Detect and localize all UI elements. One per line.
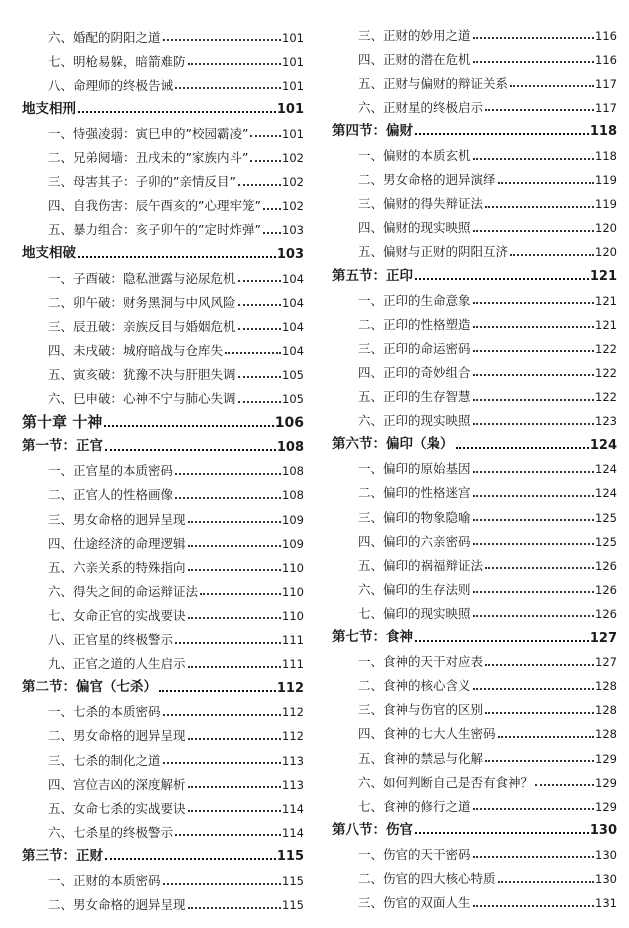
toc-page-number: 130: [595, 847, 617, 862]
toc-page-number: 128: [595, 679, 617, 694]
dot-leader: [473, 905, 595, 907]
toc-entry[interactable]: [332, 189, 617, 211]
toc-entry-title: 第四节：偏财: [332, 122, 413, 139]
toc-entry-title: 三、偏印的物象隐喻: [358, 509, 471, 525]
toc-entry-title: 六、正财星的终极启示: [358, 99, 484, 115]
toc-entry[interactable]: [22, 70, 304, 92]
toc-entry-title: 第一节：正官: [22, 438, 103, 455]
toc-page-number: 105: [282, 392, 304, 406]
toc-entry[interactable]: [332, 719, 617, 741]
dot-leader: [473, 688, 595, 690]
dot-leader: [188, 666, 282, 668]
toc-entry-title: 四、正财的潜在危机: [358, 51, 471, 67]
toc-entry-title: 六、正印的现实映照: [358, 413, 471, 429]
toc-page-number: 101: [282, 30, 304, 45]
toc-entry-title: 五、正财与偏财的辩证关系: [358, 75, 509, 91]
toc-entry[interactable]: [22, 793, 304, 815]
dot-leader: [105, 449, 276, 451]
toc-entry-title: 二、男女命格的迥异演绎: [358, 172, 496, 188]
toc-entry[interactable]: [22, 504, 304, 526]
toc-page-number: 108: [276, 439, 304, 455]
toc-page-number: 109: [282, 536, 304, 551]
toc-entry[interactable]: [22, 456, 304, 478]
toc-entry-title: 六、巳申破：心神不宁与肺心失调: [48, 391, 236, 406]
toc-page-number: 128: [595, 727, 617, 742]
dot-leader: [188, 810, 282, 812]
toc-entry-title: 五、偏印的祸福辩证法: [358, 557, 484, 573]
dot-leader: [456, 447, 589, 449]
toc-entry[interactable]: [22, 263, 304, 285]
toc-page-number: 119: [595, 173, 617, 188]
toc-entry-title: 二、正印的性格塑造: [358, 316, 471, 332]
toc-page-number: 126: [595, 606, 617, 621]
toc-page-number: 121: [595, 317, 617, 332]
toc-page-number: 125: [595, 510, 617, 525]
toc-page-number: 130: [595, 872, 617, 886]
dot-leader: [238, 328, 282, 330]
toc-entry[interactable]: [332, 141, 617, 163]
toc-page-number: 124: [595, 486, 617, 501]
dot-leader: [473, 495, 595, 497]
toc-entry[interactable]: [22, 22, 304, 44]
toc-entry-title: 六、婚配的阴阳之道: [48, 29, 161, 45]
dot-leader: [163, 883, 282, 885]
toc-entry-title: 六、得失之间的命运辩证法: [48, 583, 199, 599]
toc-page-number: 104: [282, 343, 304, 358]
toc-page-number: 129: [595, 751, 617, 766]
toc-entry[interactable]: [22, 215, 304, 237]
toc-entry-title: 第二节：偏官（七杀）: [22, 679, 157, 696]
toc-entry-title: 二、兄弟阋墙：丑戌未的”家族内斗”: [48, 150, 249, 165]
dot-leader: [188, 617, 282, 619]
toc-entry-title: 一、正官星的本质密码: [48, 463, 174, 479]
toc-entry-title: 四、偏印的六亲密码: [358, 533, 471, 549]
toc-page-number: 129: [595, 775, 617, 790]
dot-leader: [473, 37, 595, 39]
toc-page-number: 112: [276, 680, 304, 696]
dot-leader: [473, 808, 595, 810]
toc-entry-title: 第三节：正财: [22, 847, 103, 864]
toc-page-number: 116: [595, 28, 617, 43]
toc-entry[interactable]: [332, 382, 617, 404]
dot-leader: [250, 135, 281, 137]
dot-leader: [485, 109, 594, 111]
toc-entry[interactable]: [332, 92, 617, 114]
toc-page-number: 114: [282, 801, 304, 816]
toc-entry[interactable]: [332, 478, 617, 500]
toc-entry[interactable]: [332, 791, 617, 813]
toc-entry[interactable]: [22, 480, 304, 502]
toc-entry[interactable]: [22, 890, 304, 912]
toc-entry[interactable]: [332, 526, 617, 548]
toc-page-number: 111: [282, 657, 304, 672]
dot-leader: [250, 160, 281, 162]
dot-leader: [188, 738, 282, 740]
toc-entry-title: 三、正印的命运密码: [358, 340, 471, 356]
toc-page-number: 127: [595, 655, 617, 670]
toc-entry[interactable]: [332, 165, 617, 187]
toc-entry-title: 六、七杀星的终极警示: [48, 824, 174, 840]
toc-entry-title: 五、女命七杀的实战要诀: [48, 800, 186, 816]
toc-entry-title: 三、伤官的双面人生: [358, 895, 471, 911]
toc-page-number: 119: [595, 197, 617, 212]
dot-leader: [104, 425, 274, 427]
toc-entry[interactable]: [332, 333, 617, 355]
dot-leader: [238, 401, 282, 403]
toc-entry-title: 地支相破: [22, 245, 76, 262]
toc-entry[interactable]: [22, 191, 304, 213]
toc-entry[interactable]: [22, 118, 304, 140]
dot-leader: [188, 907, 282, 909]
toc-entry-title: 二、食神的核心含义: [358, 678, 471, 694]
toc-entry[interactable]: [22, 287, 304, 309]
dot-leader: [473, 423, 595, 425]
toc-page-number: 124: [589, 437, 617, 453]
dot-leader: [485, 206, 594, 208]
toc-entry-title: 一、偏印的原始基因: [358, 461, 471, 477]
toc-entry-title: 一、七杀的本质密码: [48, 704, 161, 720]
toc-page-number: 110: [282, 560, 304, 575]
dot-leader: [473, 158, 595, 160]
toc-section-heading[interactable]: [22, 841, 304, 863]
toc-page-number: 109: [282, 512, 304, 527]
dot-leader: [473, 519, 595, 521]
dot-leader: [225, 352, 281, 354]
toc-entry[interactable]: [22, 721, 304, 743]
dot-leader: [238, 184, 281, 186]
toc-page-number: 128: [595, 703, 617, 718]
toc-page-number: 103: [276, 246, 304, 262]
toc-page-number: 115: [282, 874, 304, 888]
toc-entry-title: 一、恃强凌弱：寅巳申的”校园霸凌”: [48, 125, 249, 141]
toc-entry[interactable]: [332, 888, 617, 910]
dot-leader: [473, 856, 595, 858]
dot-leader: [415, 640, 589, 642]
toc-entry-title: 第五节：正印: [332, 267, 413, 284]
toc-entry[interactable]: [22, 745, 304, 767]
toc-section-heading[interactable]: [332, 623, 617, 645]
toc-page-number: 113: [282, 777, 304, 792]
dot-leader: [415, 832, 589, 834]
toc-entry-title: 二、男女命格的迥异呈现: [48, 728, 186, 744]
toc-page-number: 122: [595, 390, 617, 404]
toc-entry-title: 七、偏印的现实映照: [358, 605, 471, 621]
toc-page-number: 122: [595, 365, 617, 380]
dot-leader: [498, 736, 595, 738]
dot-leader: [473, 471, 595, 473]
dot-leader: [473, 230, 595, 232]
dot-leader: [163, 762, 282, 764]
dot-leader: [498, 881, 595, 883]
toc-entry-title: 四、仕途经济的命理逻辑: [48, 535, 186, 551]
toc-entry[interactable]: [332, 285, 617, 307]
toc-section-heading[interactable]: [22, 94, 304, 116]
toc-page-number: 126: [595, 558, 617, 573]
toc-entry[interactable]: [332, 357, 617, 379]
toc-entry-title: 八、命理师的终极告诫: [48, 77, 174, 93]
toc-entry-title: 二、伤官的四大核心特质: [358, 871, 496, 886]
toc-entry-title: 三、七杀的制化之道: [48, 752, 161, 768]
toc-entry-title: 五、六亲关系的特殊指向: [48, 559, 186, 575]
toc-entry-title: 五、暴力组合：亥子卯午的”定时炸弹”: [48, 222, 261, 238]
toc-page-number: 123: [595, 414, 617, 429]
toc-entry-title: 一、正印的生命意象: [358, 292, 471, 308]
toc-entry-title: 四、自我伤害：辰午酉亥的”心理牢笼”: [48, 198, 261, 214]
toc-entry[interactable]: [332, 839, 617, 861]
toc-page-number: 101: [282, 54, 304, 69]
toc-entry-title: 第七节：食神: [332, 629, 413, 645]
toc-page-number: 108: [282, 488, 304, 503]
dot-leader: [238, 376, 282, 378]
toc-entry-title: 二、偏印的性格迷宫: [358, 485, 471, 501]
dot-leader: [473, 61, 595, 63]
toc-entry-title: 第六节：偏印（枭）: [332, 436, 454, 453]
toc-section-heading[interactable]: [22, 239, 304, 261]
toc-page-number: 120: [595, 221, 617, 236]
dot-leader: [163, 39, 282, 41]
dot-leader: [485, 664, 594, 666]
dot-leader: [175, 834, 281, 836]
toc-section-heading[interactable]: [332, 430, 617, 452]
toc-page-number: 118: [595, 149, 617, 163]
toc-page-number: 129: [595, 799, 617, 814]
toc-page-number: 120: [595, 245, 617, 260]
toc-entry[interactable]: [332, 44, 617, 66]
toc-entry[interactable]: [22, 649, 304, 671]
dot-leader: [188, 545, 282, 547]
toc-section-heading[interactable]: [22, 432, 304, 454]
dot-leader: [200, 593, 281, 595]
toc-page-number: 115: [276, 849, 304, 865]
toc-entry-title: 四、宫位吉凶的深度解析: [48, 776, 186, 792]
toc-section-heading[interactable]: [332, 815, 617, 837]
dot-leader: [188, 786, 282, 788]
toc-entry-title: 五、食神的禁忌与化解: [358, 750, 484, 766]
dot-leader: [238, 280, 282, 282]
toc-page-number: 110: [282, 584, 304, 599]
toc-entry-title: 第十章 十神: [22, 412, 103, 431]
toc-entry-title: 一、食神的天干对应表: [358, 654, 484, 670]
toc-section-heading[interactable]: [22, 673, 304, 695]
dot-leader: [473, 615, 595, 617]
toc-entry-title: 一、伤官的天干密码: [358, 846, 471, 862]
toc-entry-title: 三、辰丑破：亲族反目与婚姻危机: [48, 318, 236, 334]
toc-page-number: 124: [595, 462, 617, 477]
toc-entry[interactable]: [22, 167, 304, 189]
toc-page-number: 112: [282, 705, 304, 720]
toc-chapter-heading[interactable]: [22, 408, 304, 430]
toc-entry-title: 第八节：伤官: [332, 821, 413, 838]
toc-page-number: 127: [589, 630, 617, 646]
toc-entry[interactable]: [22, 143, 304, 165]
dot-leader: [510, 85, 594, 87]
dot-leader: [159, 690, 276, 692]
toc-page-number: 108: [282, 464, 304, 479]
dot-leader: [175, 473, 281, 475]
dot-leader: [473, 374, 595, 376]
toc-entry[interactable]: [332, 502, 617, 524]
toc-entry-title: 三、男女命格的迥异呈现: [48, 511, 186, 527]
toc-page-number: 104: [282, 295, 304, 310]
toc-page-number: 117: [595, 100, 617, 115]
toc-entry-title: 四、正印的奇妙组合: [358, 364, 471, 380]
toc-entry-title: 一、子酉破：隐私泄露与泌尿危机: [48, 270, 236, 286]
toc-entry[interactable]: [22, 46, 304, 68]
dot-leader: [175, 497, 281, 499]
toc-entry[interactable]: [332, 671, 617, 693]
toc-page-number: 104: [282, 271, 304, 286]
toc-page-number: 111: [282, 633, 304, 647]
toc-page-number: 126: [595, 582, 617, 597]
dot-leader: [263, 232, 281, 234]
toc-entry-title: 三、偏财的得失辩证法: [358, 196, 484, 212]
toc-page-number: 102: [282, 199, 304, 214]
dot-leader: [175, 87, 281, 89]
toc-page-number: 106: [274, 414, 304, 431]
toc-entry-title: 二、卯午破：财务黑洞与中风风险: [48, 294, 236, 310]
toc-page-number: 112: [282, 729, 304, 744]
toc-entry[interactable]: [22, 769, 304, 791]
toc-entry[interactable]: [22, 576, 304, 598]
toc-section-heading[interactable]: [332, 261, 617, 283]
toc-page-number: 121: [595, 293, 617, 308]
toc-section-heading[interactable]: [332, 116, 617, 138]
toc-page-number: 103: [282, 223, 304, 238]
toc-entry[interactable]: [332, 406, 617, 428]
toc-page-number: 118: [589, 124, 617, 140]
dot-leader: [473, 399, 595, 401]
toc-entry[interactable]: [332, 20, 617, 42]
dot-leader: [188, 569, 282, 571]
dot-leader: [105, 858, 276, 860]
toc-page-number: 110: [282, 608, 304, 623]
toc-page-number: 101: [276, 102, 304, 118]
dot-leader: [175, 642, 281, 644]
toc-entry-title: 五、偏财与正财的阴阳互济: [358, 244, 509, 260]
toc-entry-title: 三、正财的妙用之道: [358, 27, 471, 43]
toc-page-number: 122: [595, 341, 617, 356]
dot-leader: [485, 567, 594, 569]
dot-leader: [188, 63, 282, 65]
toc-entry[interactable]: [332, 767, 617, 789]
toc-entry[interactable]: [332, 647, 617, 669]
toc-entry[interactable]: [22, 384, 304, 406]
toc-entry[interactable]: [22, 697, 304, 719]
toc-entry[interactable]: [332, 237, 617, 259]
toc-page-number: 130: [589, 823, 617, 839]
toc-entry-title: 五、寅亥破：犹豫不决与肝胆失调: [48, 366, 236, 382]
toc-entry-title: 地支相刑: [22, 100, 76, 117]
toc-entry[interactable]: [22, 311, 304, 333]
toc-entry-title: 二、男女命格的迥异呈现: [48, 897, 186, 913]
toc-page-number: 115: [282, 898, 304, 913]
dot-leader: [498, 182, 595, 184]
dot-leader: [78, 111, 276, 113]
toc-page-number: 101: [282, 126, 304, 141]
toc-entry-title: 三、食神与伤官的区别: [358, 702, 484, 718]
toc-page-number: 116: [595, 52, 617, 67]
toc-entry[interactable]: [332, 864, 617, 886]
toc-entry-title: 七、食神的修行之道: [358, 798, 471, 814]
toc-entry-title: 七、明枪易躲，暗箭难防: [48, 53, 186, 69]
dot-leader: [473, 350, 595, 352]
toc-entry-title: 七、女命正官的实战要诀: [48, 607, 186, 623]
toc-entry[interactable]: [332, 550, 617, 572]
toc-entry[interactable]: [332, 68, 617, 90]
toc-entry-title: 四、未戌破：城府暗战与仓库失: [48, 342, 224, 358]
toc-entry[interactable]: [22, 600, 304, 622]
toc-page-number: 117: [595, 76, 617, 91]
toc-entry-title: 四、食神的七大人生密码: [358, 726, 496, 742]
toc-entry[interactable]: [22, 817, 304, 839]
toc-entry[interactable]: [332, 574, 617, 596]
dot-leader: [415, 133, 589, 135]
dot-leader: [485, 712, 594, 714]
toc-entry-title: 六、偏印的生存法则: [358, 581, 471, 597]
toc-page-number: 102: [282, 151, 304, 165]
toc-entry-title: 二、正官人的性格画像: [48, 487, 174, 503]
toc-entry-title: 八、正官星的终极警示: [48, 632, 174, 647]
dot-leader: [78, 256, 276, 258]
dot-leader: [473, 302, 595, 304]
toc-page-number: 131: [595, 896, 617, 911]
toc-page-number: 101: [282, 78, 304, 93]
toc-page-number: 121: [589, 269, 617, 284]
toc-entry[interactable]: [332, 454, 617, 476]
toc-entry[interactable]: [332, 598, 617, 620]
toc-entry[interactable]: [22, 552, 304, 574]
dot-leader: [485, 760, 594, 762]
dot-leader: [535, 784, 594, 786]
dot-leader: [238, 304, 282, 306]
toc-entry[interactable]: [332, 213, 617, 235]
toc-entry-title: 四、偏财的现实映照: [358, 220, 471, 236]
dot-leader: [415, 278, 589, 280]
toc-page-number: 125: [595, 534, 617, 549]
toc-entry-title: 六、如何判断自己是否有食神？: [358, 774, 534, 790]
dot-leader: [473, 543, 595, 545]
dot-leader: [163, 714, 282, 716]
dot-leader: [473, 326, 595, 328]
toc-entry-title: 五、正印的生存智慧: [358, 389, 471, 404]
toc-entry-title: 一、正财的本质密码: [48, 873, 161, 888]
dot-leader: [473, 591, 595, 593]
toc-entry[interactable]: [332, 743, 617, 765]
toc-page-number: 114: [282, 825, 304, 840]
toc-entry[interactable]: [22, 625, 304, 647]
toc-entry-title: 九、正官之道的人生启示: [48, 656, 186, 672]
toc-entry[interactable]: [22, 359, 304, 381]
toc-page-number: 104: [282, 319, 304, 334]
toc-entry-title: 一、偏财的本质玄机: [358, 148, 471, 163]
dot-leader: [510, 254, 594, 256]
toc-page-number: 105: [282, 367, 304, 382]
toc-entry[interactable]: [332, 695, 617, 717]
toc-entry-title: 三、母害其子：子卯的”亲情反目”: [48, 174, 236, 190]
toc-page-number: 113: [282, 753, 304, 768]
toc-entry[interactable]: [22, 335, 304, 357]
dot-leader: [263, 208, 281, 210]
toc-page-number: 102: [282, 175, 304, 190]
toc-entry[interactable]: [22, 528, 304, 550]
dot-leader: [188, 521, 282, 523]
toc-entry[interactable]: [332, 309, 617, 331]
toc-entry[interactable]: [22, 866, 304, 888]
